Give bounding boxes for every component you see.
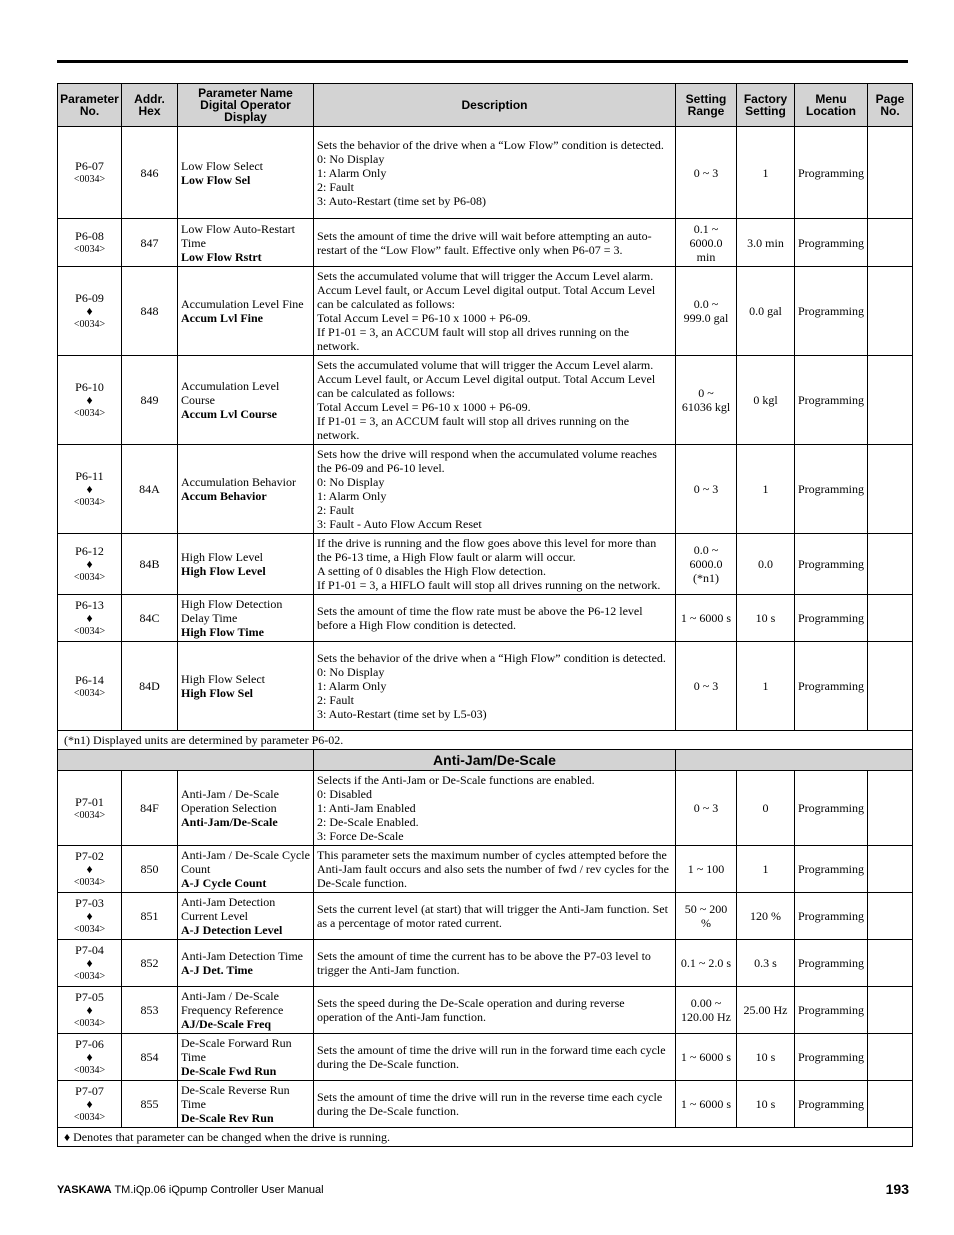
- description-line: Total Accum Level = P6-10 x 1000 + P6-09.: [317, 311, 531, 325]
- table-row: [58, 534, 913, 595]
- setting-range: 0 ~ 3: [693, 482, 719, 496]
- param-name: High Flow Select: [181, 672, 265, 686]
- description-line: 3: Auto-Restart (time set by P6-08): [317, 193, 486, 208]
- operator-display: Accum Lvl Course: [181, 407, 277, 421]
- param-name: De-Scale Forward Run Time: [181, 1036, 292, 1064]
- operator-display: Low Flow Sel: [181, 172, 251, 187]
- param-number: P6-14: [75, 672, 104, 687]
- param-number: P6-11: [75, 469, 104, 483]
- name-cell: [178, 771, 314, 846]
- param-name: High Flow Level: [181, 550, 263, 564]
- param-number: P6-07: [75, 159, 104, 173]
- factory-setting: 10 s: [737, 595, 795, 642]
- menu-location: Programming: [795, 1081, 868, 1128]
- operator-display: High Flow Level: [181, 564, 266, 578]
- param-number: P7-05: [75, 990, 104, 1004]
- description-line: 3: Fault - Auto Flow Accum Reset: [317, 517, 482, 531]
- page-no: [868, 445, 913, 534]
- param-name: Anti-Jam Detection Time: [181, 949, 303, 963]
- description-line: Sets the amount of time the drive will run in the reverse time each cycle during the De-Scale function.: [317, 1090, 663, 1118]
- param-name: Accumulation Level Fine: [181, 297, 304, 311]
- param-code: <0034>: [73, 809, 106, 821]
- setting-range: 6000.0: [689, 557, 723, 571]
- page-no: [868, 642, 913, 731]
- setting-range: 0 ~ 3: [693, 679, 719, 693]
- table-row: [58, 595, 913, 642]
- name-cell: [178, 445, 314, 534]
- operator-display: High Flow Time: [181, 625, 264, 639]
- factory-setting: 25.00 Hz: [737, 987, 795, 1034]
- table-row: [58, 1034, 913, 1081]
- name-cell: [178, 356, 314, 445]
- addr-cell: 850: [122, 846, 178, 893]
- range-cell: [676, 595, 737, 642]
- page-no: [868, 846, 913, 893]
- range-cell: [676, 940, 737, 987]
- name-cell: [178, 267, 314, 356]
- setting-range: 0.1 ~: [693, 221, 719, 236]
- menu-location: Programming: [795, 445, 868, 534]
- description-line: If P1-01 = 3, a HIFLO fault will stop all drives running on the network.: [317, 578, 661, 592]
- param-cell: [58, 940, 122, 987]
- param-code: <0034>: [73, 572, 106, 583]
- description-line: This parameter sets the maximum number of cycles attempted before the Anti-Jam fault occurs and also sets the number of fwd / rev cycles for the De-Scale function.: [317, 848, 669, 890]
- setting-range: 61036 kgl: [681, 400, 731, 414]
- note-row-n1: [58, 731, 913, 750]
- operator-display: Accum Behavior: [181, 489, 267, 503]
- factory-setting: 0: [737, 771, 795, 846]
- menu-location: Programming: [795, 267, 868, 356]
- param-cell: [58, 219, 122, 267]
- note-row-diamond: [58, 1128, 913, 1147]
- addr-cell: 848: [122, 267, 178, 356]
- name-cell: [178, 127, 314, 219]
- note-n1: (*n1) Displayed units are determined by parameter P6-02.: [58, 731, 913, 750]
- operator-display: Low Flow Rstrt: [181, 249, 262, 264]
- menu-location: Programming: [795, 987, 868, 1034]
- description-line: Sets the amount of time the flow rate must be above the P6-12 level before a High Flow condition is detected.: [317, 604, 643, 632]
- setting-range: 1 ~ 6000 s: [680, 1097, 732, 1111]
- description-line: 2: Fault: [317, 503, 355, 517]
- description-line: 0: No Display: [317, 475, 385, 489]
- range-cell: [676, 846, 737, 893]
- param-cell: [58, 267, 122, 356]
- setting-range: 0.0 ~: [693, 543, 719, 557]
- description-line: Sets the behavior of the drive when a “Low Flow” condition is detected.: [317, 137, 664, 152]
- param-cell: [58, 595, 122, 642]
- range-cell: [676, 219, 737, 267]
- header-param: Parameter No.: [58, 84, 122, 127]
- description-cell: [314, 771, 676, 846]
- factory-setting: 1: [737, 445, 795, 534]
- operator-display: A-J Detection Level: [181, 923, 283, 937]
- factory-setting: 120 %: [737, 893, 795, 940]
- note-diamond: ♦ Denotes that parameter can be changed when the drive is running.: [58, 1128, 913, 1147]
- page-no: [868, 771, 913, 846]
- param-code: <0034>: [73, 687, 106, 699]
- run-changeable-icon: ♦: [86, 393, 93, 407]
- page-no: [868, 356, 913, 445]
- description-line: Sets the amount of time the drive will run in the forward time each cycle during the De-Scale function.: [317, 1043, 666, 1071]
- description-cell: [314, 987, 676, 1034]
- range-cell: [676, 356, 737, 445]
- description-line: Selects if the Anti-Jam or De-Scale functions are enabled.: [317, 773, 595, 787]
- run-changeable-icon: ♦: [86, 1050, 93, 1064]
- run-changeable-icon: ♦: [86, 557, 93, 571]
- param-code: <0034>: [73, 924, 106, 935]
- setting-range: 0 ~ 3: [693, 801, 719, 815]
- description-line: 1: Anti-Jam Enabled: [317, 801, 416, 815]
- param-cell: [58, 846, 122, 893]
- param-cell: [58, 987, 122, 1034]
- description-line: A setting of 0 disables the High Flow detection.: [317, 564, 546, 578]
- run-changeable-icon: ♦: [86, 1097, 93, 1111]
- description-cell: [314, 893, 676, 940]
- addr-cell: 855: [122, 1081, 178, 1128]
- table-row: [58, 987, 913, 1034]
- page-number: 193: [885, 1181, 909, 1197]
- name-cell: [178, 219, 314, 267]
- name-cell: [178, 846, 314, 893]
- description-line: If P1-01 = 3, an ACCUM fault will stop all drives running on the network.: [317, 414, 630, 442]
- description-line: 2: Fault: [317, 693, 355, 707]
- addr-cell: 84C: [122, 595, 178, 642]
- param-code: <0034>: [73, 971, 106, 982]
- description-cell: [314, 846, 676, 893]
- description-cell: [314, 595, 676, 642]
- table-row: [58, 127, 913, 219]
- param-cell: [58, 127, 122, 219]
- description-cell: [314, 445, 676, 534]
- addr-cell: 847: [122, 219, 178, 267]
- page-no: [868, 893, 913, 940]
- param-name: Low Flow Select: [181, 158, 263, 173]
- menu-location: Programming: [795, 595, 868, 642]
- param-name: Anti-Jam Detection Current Level: [181, 895, 276, 923]
- name-cell: [178, 1081, 314, 1128]
- table-row: [58, 219, 913, 267]
- page-no: [868, 940, 913, 987]
- page-no: [868, 127, 913, 219]
- page-no: [868, 534, 913, 595]
- param-cell: [58, 534, 122, 595]
- description-cell: [314, 642, 676, 731]
- param-cell: [58, 893, 122, 940]
- header-range: Setting Range: [676, 84, 737, 127]
- top-rule: [57, 60, 908, 63]
- menu-location: Programming: [795, 642, 868, 731]
- description-cell: [314, 534, 676, 595]
- description-line: Sets the current level (at start) that will trigger the Anti-Jam function. Set as a percentage of motor rated current.: [317, 902, 668, 930]
- factory-setting: 0 kgl: [737, 356, 795, 445]
- description-line: Total Accum Level = P6-10 x 1000 + P6-09.: [317, 400, 531, 414]
- param-code: <0034>: [73, 244, 106, 255]
- menu-location: Programming: [795, 771, 868, 846]
- name-cell: [178, 595, 314, 642]
- operator-display: Accum Lvl Fine: [181, 311, 263, 325]
- run-changeable-icon: ♦: [86, 956, 93, 970]
- range-cell: [676, 771, 737, 846]
- param-name: De-Scale Reverse Run Time: [181, 1083, 290, 1111]
- description-line: 1: Alarm Only: [317, 679, 387, 693]
- operator-display: AJ/De-Scale Freq: [181, 1017, 272, 1031]
- description-cell: [314, 1081, 676, 1128]
- setting-range: 1 ~ 100: [687, 862, 725, 876]
- addr-cell: 853: [122, 987, 178, 1034]
- param-cell: [58, 1034, 122, 1081]
- range-cell: [676, 534, 737, 595]
- operator-display: De-Scale Rev Run: [181, 1111, 274, 1125]
- menu-location: Programming: [795, 356, 868, 445]
- setting-range: 1 ~ 6000 s: [680, 1050, 732, 1064]
- menu-location: Programming: [795, 219, 868, 267]
- header-factory: Factory Setting: [737, 84, 795, 127]
- footer-title: TM.iQp.06 iQpump Controller User Manual: [111, 1184, 324, 1196]
- description-line: If P1-01 = 3, an ACCUM fault will stop all drives running on the network.: [317, 325, 630, 353]
- name-cell: [178, 534, 314, 595]
- factory-setting: 1: [737, 642, 795, 731]
- name-cell: [178, 1034, 314, 1081]
- description-line: 3: Force De-Scale: [317, 829, 404, 843]
- param-number: P6-09: [75, 291, 104, 305]
- param-name: Anti-Jam / De-Scale Operation Selection: [181, 787, 279, 815]
- header-menu: Menu Location: [795, 84, 868, 127]
- menu-location: Programming: [795, 534, 868, 595]
- page-no: [868, 1034, 913, 1081]
- section-blank-right: [676, 750, 913, 771]
- table-row: [58, 771, 913, 846]
- menu-location: Programming: [795, 1034, 868, 1081]
- table-row: [58, 267, 913, 356]
- table-row: [58, 940, 913, 987]
- range-cell: [676, 893, 737, 940]
- param-number: P7-04: [75, 943, 104, 957]
- description-line: 2: Fault: [317, 179, 355, 194]
- page-no: [868, 1081, 913, 1128]
- param-number: P7-03: [75, 896, 104, 910]
- param-cell: [58, 642, 122, 731]
- param-number: P7-02: [75, 849, 104, 863]
- setting-range: 120.00 Hz: [681, 1010, 731, 1024]
- param-number: P7-06: [75, 1037, 104, 1051]
- param-number: P6-13: [75, 598, 104, 612]
- param-cell: [58, 1081, 122, 1128]
- name-cell: [178, 642, 314, 731]
- addr-cell: 849: [122, 356, 178, 445]
- run-changeable-icon: ♦: [86, 1003, 93, 1017]
- page-no: [868, 595, 913, 642]
- section-header-row: [58, 750, 913, 771]
- description-line: Sets the amount of time the drive will wait before attempting an auto-restart of the “Low Flow” fault. Effective only when P6-07 = 3.: [317, 228, 652, 257]
- addr-cell: 854: [122, 1034, 178, 1081]
- description-line: Sets the behavior of the drive when a “High Flow” condition is detected.: [317, 651, 666, 665]
- param-code: <0034>: [73, 174, 106, 185]
- setting-range: 0 ~: [698, 386, 714, 400]
- factory-setting: 10 s: [737, 1034, 795, 1081]
- description-cell: [314, 1034, 676, 1081]
- addr-cell: 84F: [122, 771, 178, 846]
- name-cell: [178, 940, 314, 987]
- addr-cell: 846: [122, 127, 178, 219]
- run-changeable-icon: ♦: [86, 304, 93, 318]
- range-cell: [676, 1034, 737, 1081]
- run-changeable-icon: ♦: [86, 909, 93, 923]
- run-changeable-icon: ♦: [86, 862, 93, 876]
- footer-brand: YASKAWA: [57, 1184, 112, 1196]
- menu-location: Programming: [795, 127, 868, 219]
- param-name: Accumulation Behavior: [181, 475, 296, 489]
- menu-location: Programming: [795, 893, 868, 940]
- param-code: <0034>: [73, 1065, 106, 1076]
- description-line: Sets the accumulated volume that will trigger the Accum Level alarm. Accum Level fault, or Accum Level digital output. Total Accum Level can be calculated as follows:: [317, 269, 656, 311]
- header-name: Parameter Name Digital Operator Display: [178, 84, 314, 127]
- param-name: Anti-Jam / De-Scale Cycle Count: [181, 848, 310, 876]
- addr-cell: 851: [122, 893, 178, 940]
- factory-setting: 10 s: [737, 1081, 795, 1128]
- description-cell: [314, 267, 676, 356]
- operator-display: Anti-Jam/De-Scale: [181, 815, 278, 829]
- setting-range: 6000.0 min: [689, 235, 723, 264]
- table-row: [58, 642, 913, 731]
- run-changeable-icon: ♦: [86, 611, 93, 625]
- range-cell: [676, 127, 737, 219]
- page-no: [868, 219, 913, 267]
- table-row: [58, 846, 913, 893]
- table-row: [58, 356, 913, 445]
- factory-setting: 0.0 gal: [737, 267, 795, 356]
- param-cell: [58, 356, 122, 445]
- addr-cell: 84D: [122, 642, 178, 731]
- setting-range: 0.00 ~: [690, 996, 722, 1010]
- factory-setting: 0.0: [737, 534, 795, 595]
- operator-display: De-Scale Fwd Run: [181, 1064, 277, 1078]
- param-name: Low Flow Auto-Restart Time: [181, 221, 295, 250]
- header-desc: Description: [314, 84, 676, 127]
- setting-range: (*n1): [693, 571, 719, 585]
- description-cell: [314, 356, 676, 445]
- description-line: 0: Disabled: [317, 787, 372, 801]
- param-number: P7-07: [75, 1084, 104, 1098]
- param-name: Accumulation Level Course: [181, 379, 280, 407]
- description-line: Sets how the drive will respond when the accumulated volume reaches the P6-09 and P6-10 level.: [317, 447, 657, 475]
- param-name: Anti-Jam / De-Scale Frequency Reference: [181, 989, 284, 1017]
- param-code: <0034>: [73, 319, 106, 330]
- setting-range: 0.1 ~ 2.0 s: [680, 956, 732, 970]
- page-no: [868, 987, 913, 1034]
- description-line: 0: No Display: [317, 665, 385, 679]
- description-line: 1: Alarm Only: [317, 489, 387, 503]
- description-line: Sets the speed during the De-Scale operation and during reverse operation of the Anti-Jam function.: [317, 996, 625, 1024]
- addr-cell: 84B: [122, 534, 178, 595]
- header-row: [58, 84, 913, 127]
- param-number: P6-12: [75, 544, 104, 558]
- description-cell: [314, 127, 676, 219]
- section-blank-left: [58, 750, 314, 771]
- addr-cell: 852: [122, 940, 178, 987]
- setting-range: 50 ~ 200 %: [684, 902, 728, 930]
- range-cell: [676, 445, 737, 534]
- param-number: P6-08: [75, 229, 104, 243]
- param-code: <0034>: [73, 497, 106, 508]
- setting-range: 999.0 gal: [683, 311, 729, 325]
- header-addr: Addr. Hex: [122, 84, 178, 127]
- table-row: [58, 1081, 913, 1128]
- section-title: Anti-Jam/De-Scale: [314, 750, 676, 771]
- menu-location: Programming: [795, 846, 868, 893]
- param-cell: [58, 771, 122, 846]
- param-number: P7-01: [75, 794, 104, 809]
- operator-display: High Flow Sel: [181, 686, 254, 700]
- range-cell: [676, 642, 737, 731]
- menu-location: Programming: [795, 940, 868, 987]
- param-number: P6-10: [75, 380, 104, 394]
- factory-setting: 0.3 s: [737, 940, 795, 987]
- param-name: High Flow Detection Delay Time: [181, 597, 283, 625]
- param-code: <0034>: [73, 1112, 106, 1123]
- name-cell: [178, 893, 314, 940]
- description-cell: [314, 219, 676, 267]
- run-changeable-icon: ♦: [86, 482, 93, 496]
- table-row: [58, 893, 913, 940]
- description-line: If the drive is running and the flow goes above this level for more than the P6-13 time, a High Flow fault or alarm will occur.: [317, 536, 657, 564]
- param-cell: [58, 445, 122, 534]
- description-line: 0: No Display: [317, 151, 385, 166]
- header-page: Page No.: [868, 84, 913, 127]
- addr-cell: 84A: [122, 445, 178, 534]
- description-line: Sets the accumulated volume that will trigger the Accum Level alarm. Accum Level fault, or Accum Level digital output. Total Accum Level can be calculated as follows:: [317, 358, 656, 400]
- description-cell: [314, 940, 676, 987]
- param-code: <0034>: [73, 1018, 106, 1029]
- param-code: <0034>: [73, 408, 106, 419]
- setting-range: 1 ~ 6000 s: [680, 611, 732, 625]
- description-line: 1: Alarm Only: [317, 165, 387, 180]
- range-cell: [676, 987, 737, 1034]
- factory-setting: 1: [737, 127, 795, 219]
- range-cell: [676, 267, 737, 356]
- factory-setting: 3.0 min: [737, 219, 795, 267]
- table-row: [58, 445, 913, 534]
- setting-range: 0.0 ~: [693, 297, 719, 311]
- page-no: [868, 267, 913, 356]
- description-line: 2: De-Scale Enabled.: [317, 815, 419, 829]
- setting-range: 0 ~ 3: [693, 165, 719, 180]
- operator-display: A-J Det. Time: [181, 963, 253, 977]
- name-cell: [178, 987, 314, 1034]
- description-line: Sets the amount of time the current has to be above the P7-03 level to trigger the Anti-Jam function.: [317, 949, 651, 977]
- factory-setting: 1: [737, 846, 795, 893]
- parameter-table: [57, 83, 913, 1147]
- footer: [57, 1184, 324, 1196]
- param-code: <0034>: [73, 626, 106, 637]
- param-code: <0034>: [73, 877, 106, 888]
- operator-display: A-J Cycle Count: [181, 876, 267, 890]
- description-line: 3: Auto-Restart (time set by L5-03): [317, 707, 487, 721]
- range-cell: [676, 1081, 737, 1128]
